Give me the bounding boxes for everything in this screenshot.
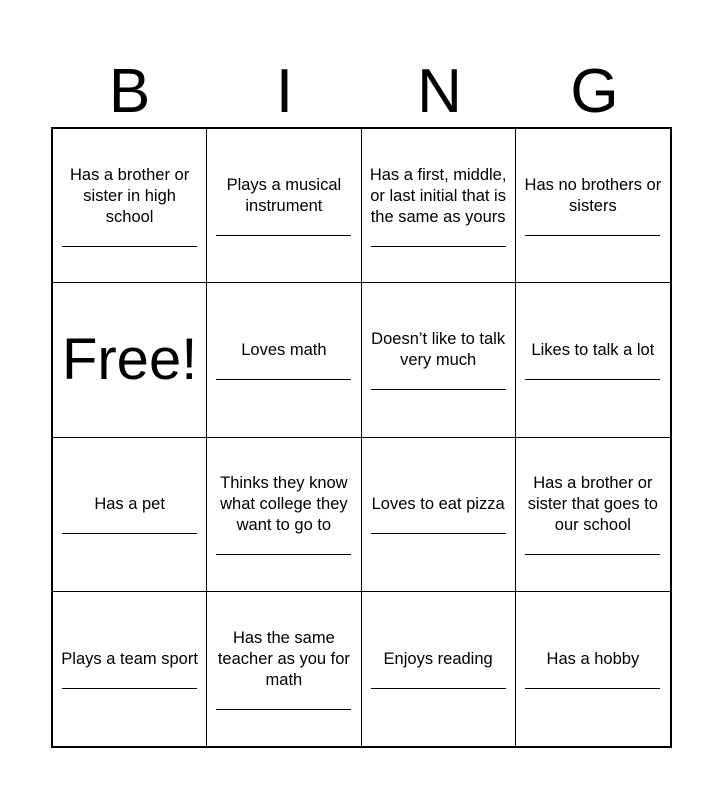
signature-line — [371, 533, 506, 534]
bingo-cell[interactable] — [53, 129, 207, 283]
cell-prompt: Doesn’t like to talk very much — [371, 330, 506, 370]
bingo-cell[interactable] — [53, 438, 207, 592]
bingo-cell[interactable] — [207, 129, 361, 283]
bingo-cell[interactable] — [516, 129, 670, 283]
cell-prompt: Has the same teacher as you for math — [217, 628, 350, 689]
signature-line — [216, 554, 351, 555]
signature-line — [216, 379, 351, 380]
bingo-cell[interactable] — [362, 129, 516, 283]
cell-prompt: Loves to eat pizza — [371, 495, 505, 514]
signature-line — [216, 235, 351, 236]
bingo-header — [52, 52, 672, 128]
bingo-board — [51, 127, 672, 748]
cell-prompt: Has a pet — [94, 495, 165, 514]
cell-prompt: Plays a team sport — [61, 649, 198, 668]
cell-prompt: Has a brother or sister that goes to our school — [527, 474, 658, 535]
bingo-cell[interactable] — [516, 283, 670, 437]
cell-prompt: Thinks they know what college they want to go to — [220, 474, 348, 535]
bingo-cell[interactable] — [362, 592, 516, 746]
header-letter-i: I — [275, 57, 294, 126]
cell-prompt: Has no brothers or sisters — [524, 176, 662, 216]
bingo-cell[interactable] — [516, 438, 670, 592]
bingo-cell[interactable] — [207, 592, 361, 746]
bingo-cell[interactable] — [516, 592, 670, 746]
bingo-cell[interactable] — [53, 592, 207, 746]
free-space-label: Free! — [61, 326, 198, 392]
signature-line — [371, 688, 506, 689]
cell-prompt: Has a brother or sister in high school — [70, 165, 190, 226]
bingo-cell[interactable] — [207, 438, 361, 592]
cell-prompt: Loves math — [241, 340, 327, 359]
cell-prompt: Has a hobby — [546, 649, 640, 668]
header-letter-g: G — [570, 57, 619, 126]
signature-line — [62, 688, 197, 689]
cell-prompt: Likes to talk a lot — [531, 340, 655, 359]
cell-prompt: Plays a musical instrument — [226, 176, 342, 216]
header-letter-n: N — [417, 57, 462, 126]
header-letter-b: B — [108, 57, 151, 126]
cell-prompt: Enjoys reading — [383, 649, 493, 668]
bingo-cell[interactable] — [362, 283, 516, 437]
signature-line — [525, 379, 660, 380]
signature-line — [216, 709, 351, 710]
signature-line — [525, 235, 660, 236]
signature-line — [525, 688, 660, 689]
signature-line — [62, 246, 197, 247]
signature-line — [371, 246, 506, 247]
bingo-cell-free[interactable] — [53, 283, 207, 437]
bingo-cell[interactable] — [362, 438, 516, 592]
cell-prompt: Has a first, middle, or last initial that is the same as yours — [369, 165, 507, 226]
signature-line — [525, 554, 660, 555]
signature-line — [62, 533, 197, 534]
signature-line — [371, 389, 506, 390]
bingo-cell[interactable] — [207, 283, 361, 437]
